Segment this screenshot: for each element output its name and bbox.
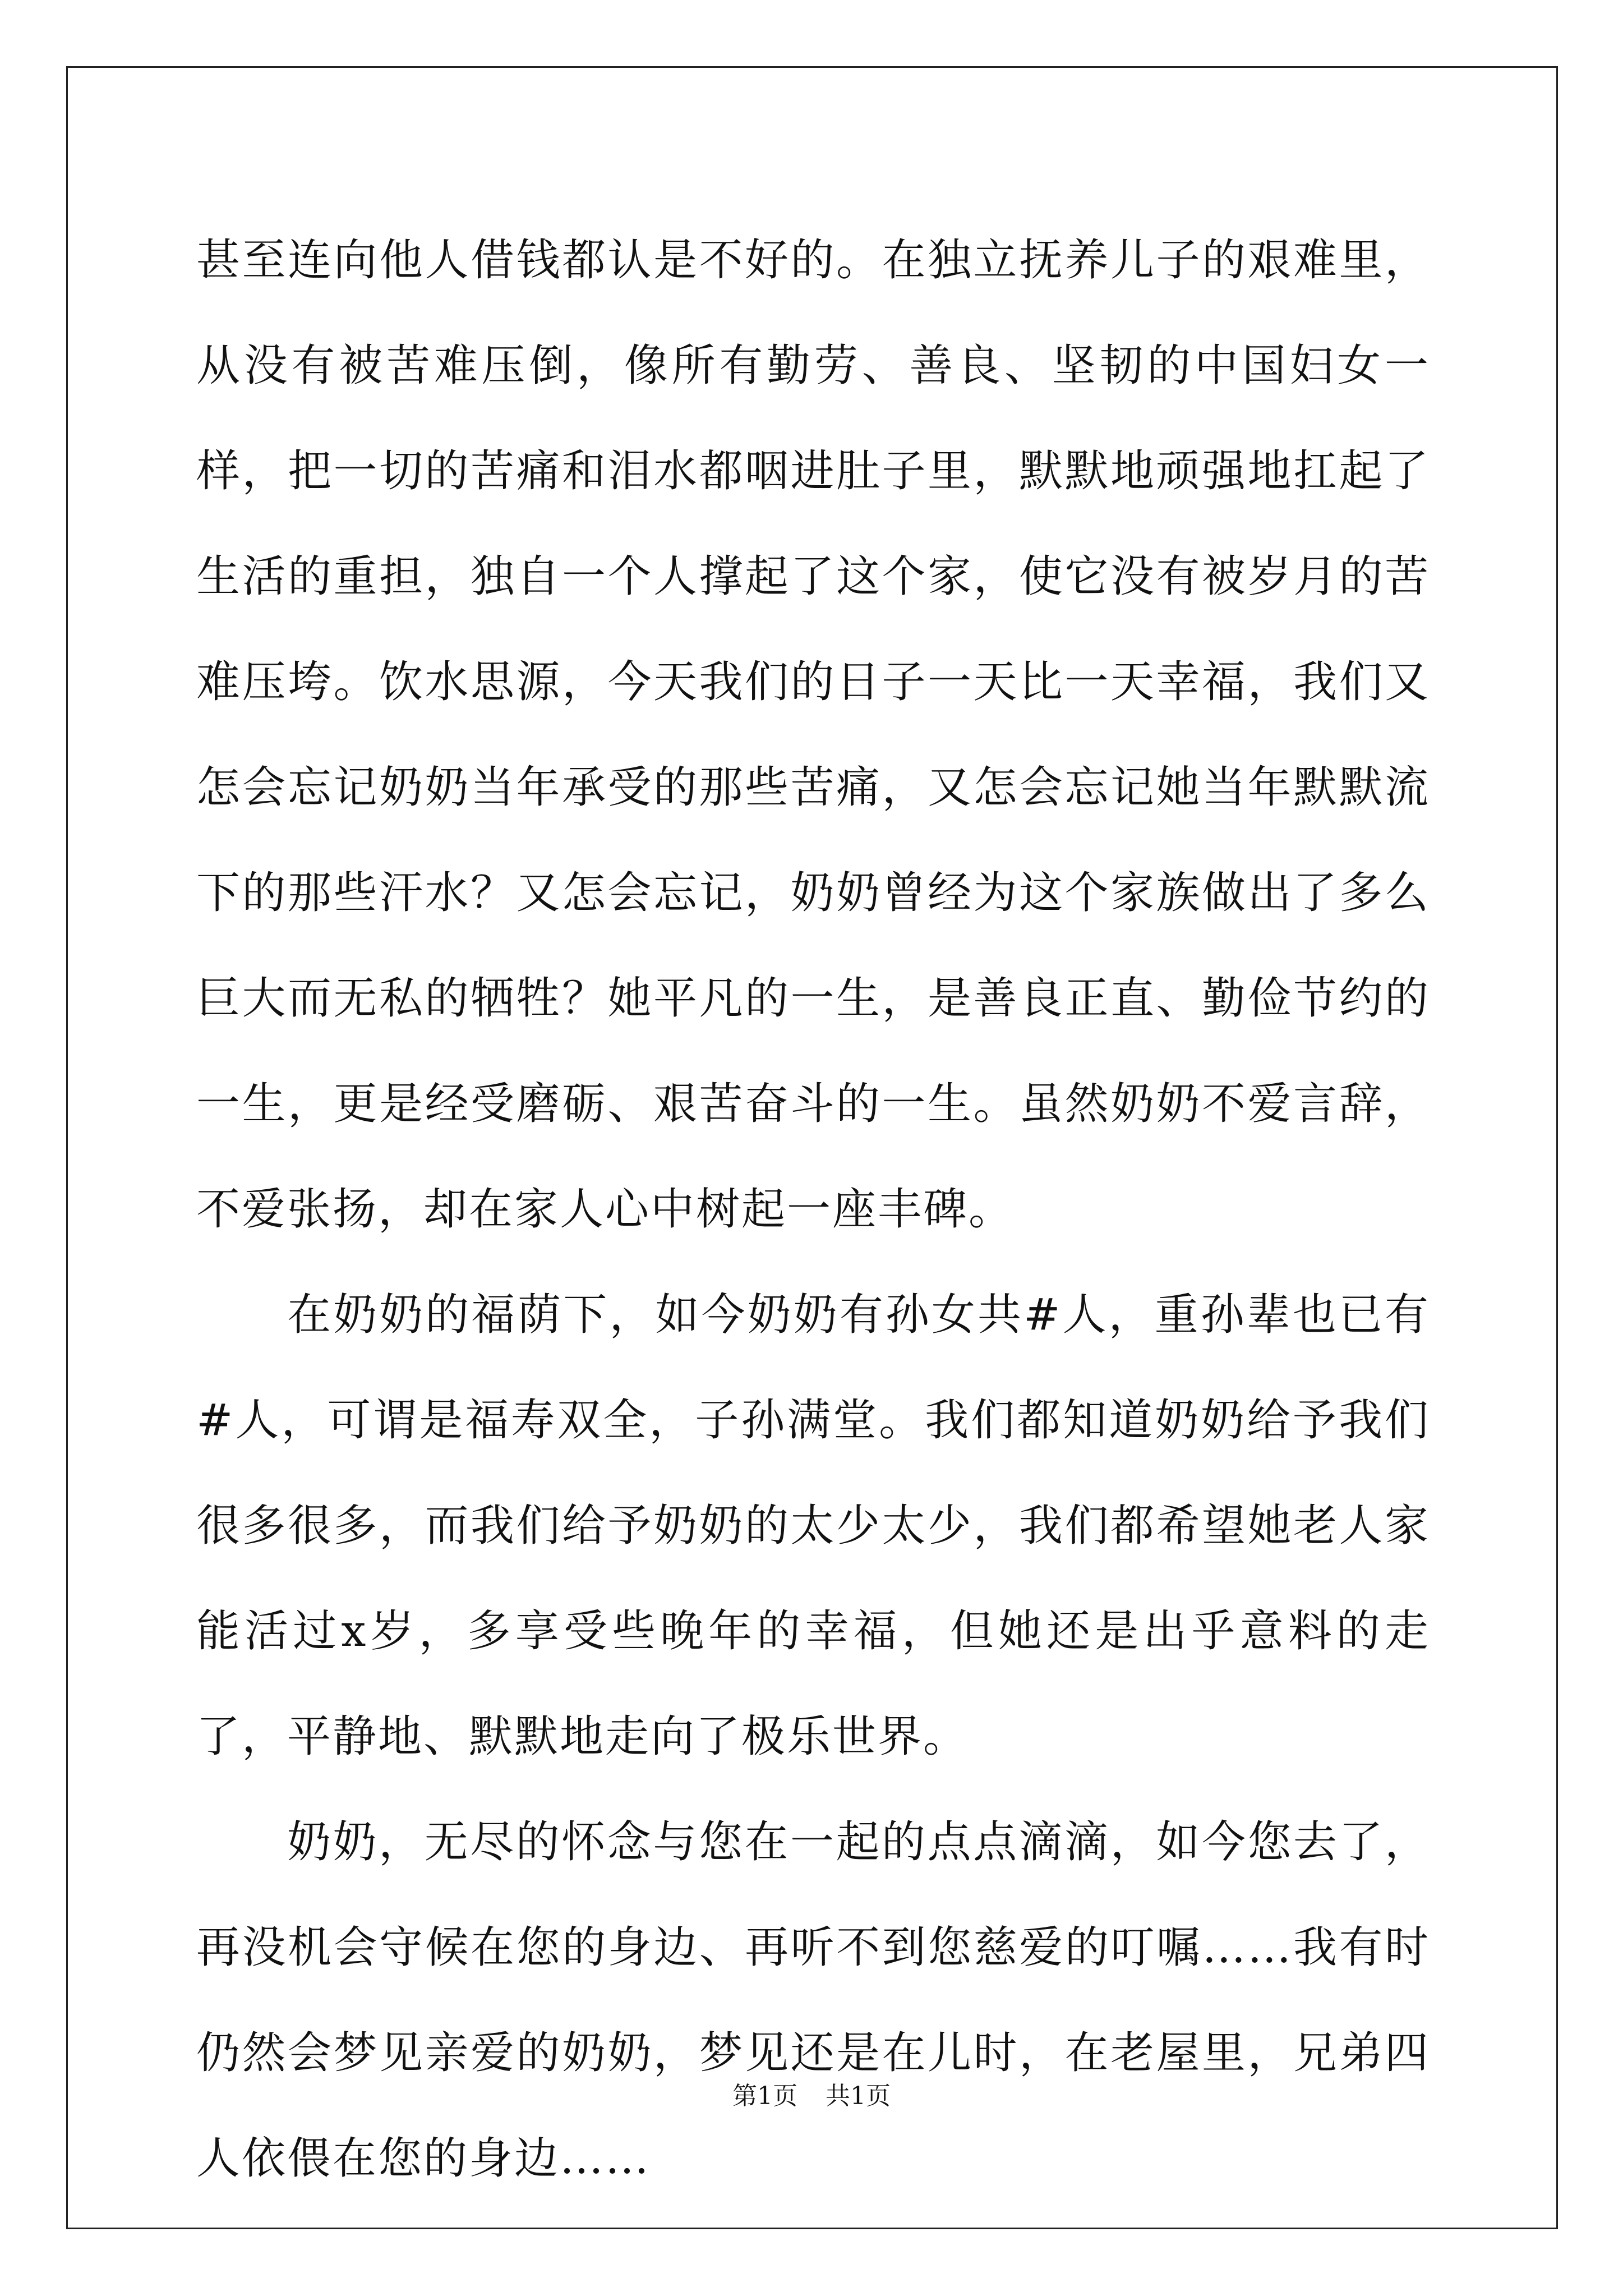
page-total: 共1页: [826, 2082, 891, 2110]
document-body: [196, 208, 1430, 2211]
paragraph-3: 奶奶，无尽的怀念与您在一起的点点滴滴，如今您去了，再没机会守候在您的身边、再听不到您慈爱的叮嘱……我有时仍然会梦见亲爱的奶奶，梦见还是在儿时，在老屋里，兄弟四人依偎在您的身边……: [196, 1817, 1430, 2184]
paragraph-1: 甚至连向他人借钱都认是不好的。在独立抚养儿子的艰难里，从没有被苦难压倒，像所有勤劳、善良、坚韧的中国妇女一样，把一切的苦痛和泪水都咽进肚子里，默默地顽强地扛起了生活的重担，独自一个人撑起了这个家，使它没有被岁月的苦难压垮。饮水思源，今天我们的日子一天比一天幸福，我们又怎会忘记奶奶当年承受的那些苦痛，又怎会忘记她当年默默流下的那些汗水？又怎会忘记，奶奶曾经为这个家族做出了多么巨大而无私的牺牲？她平凡的一生，是善良正直、勤俭节约的一生，更是经受磨砺、艰苦奋斗的一生。虽然奶奶不爱言辞，不爱张扬，却在家人心中树起一座丰碑。: [196, 235, 1430, 1235]
page-footer: [0, 2076, 1623, 2111]
paragraph-2: 在奶奶的福荫下，如今奶奶有孙女共#人，重孙辈也已有#人，可谓是福寿双全，子孙满堂。我们都知道奶奶给予我们很多很多，而我们给予奶奶的太少太少，我们都希望她老人家能活过x岁，多享受些晚年的幸福，但她还是出乎意料的走了，平静地、默默地走向了极乐世界。: [196, 1290, 1430, 1762]
page-number: 第1页: [732, 2082, 797, 2110]
